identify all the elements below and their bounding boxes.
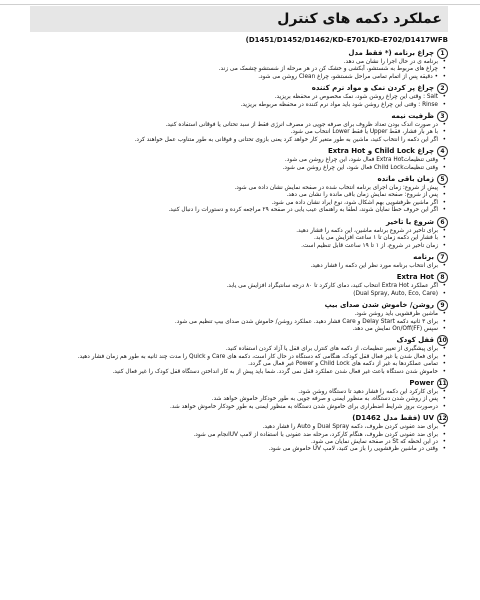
section-bullet: • اگر ماشین ظرفشویی بهم اشکال شود، نوع ایراد نشان داده می شود. xyxy=(30,200,448,207)
section xyxy=(30,272,448,298)
section-heading-text: Power xyxy=(409,378,434,387)
section-number-badge: 10 xyxy=(438,337,447,345)
section-bullet: • سپس On/Off(FF) نمایش می دهد. xyxy=(30,326,448,333)
section-bullet: • ماشین ظرفشویی باید روشن شود. xyxy=(30,311,448,318)
section-bullet: • برای ضد عفونی کردن ظروف، هنگام کارکرد، مرحله ضد عفونی با استفاده از لامپ UVانجام می شود. xyxy=(30,432,448,439)
section-heading-text: چراغ برنامه (* فقط مدل xyxy=(348,49,434,57)
section-number-badge: 5 xyxy=(437,174,448,185)
section-heading xyxy=(30,217,448,228)
section-bullet: • برنامه ی در حال اجرا را نشان می دهد. xyxy=(30,59,448,66)
top-divider xyxy=(0,4,480,5)
section xyxy=(30,335,448,376)
section-bullet: • درصورت بروز شرایط اضطراری برای خاموش شدن دستگاه به منظور ایمنی به طور خودکار خاموش خواهد شد. xyxy=(30,404,448,411)
section xyxy=(30,413,448,454)
section xyxy=(30,83,448,109)
section-number-badge: 9 xyxy=(437,300,448,311)
section-bullet: • پس از شروع: صفحه نمایش زمان باقی مانده را نشان می دهد. xyxy=(30,192,448,199)
section-number-badge: 8 xyxy=(437,272,448,283)
section-number-badge: 3 xyxy=(437,111,448,122)
section-bullet: • پیش از شروع: زمان اجرای برنامه انتخاب شده در صفحه نمایش نشان داده می شود. xyxy=(30,185,448,192)
section-heading-text: چراغ Child Lock و Extra Hot xyxy=(328,147,434,156)
section-bullet: • تمامی عملکردها به غیر از دکمه های Child Lock و Power غیر فعال می گردد. xyxy=(30,361,448,368)
section-heading xyxy=(30,83,448,94)
section-heading-text: روشن/ خاموش شدن صدای بیپ xyxy=(324,301,434,310)
section-number-badge: 1 xyxy=(437,48,448,59)
section-bullet: • Rinse : وقتی این چراغ روشن شود باید مواد نرم کننده در محفظه مربوطه بریزید. xyxy=(30,102,448,109)
section-heading-text: ظرفیت نیمه xyxy=(391,112,434,121)
section-bullet: • در صورت اندک بودن تعداد ظروف برای صرفه جویی در مصرف انرژی فقط از سبد تحتانی یا فوقانی استفاده کنید. xyxy=(30,122,448,129)
section-bullet: • Salt : وقتی این چراغ روشن شود، نمک مخصوص در محفظه بریزید. xyxy=(30,94,448,101)
section xyxy=(30,48,448,81)
section-bullet: • پس از روشن شدن دستگاه، به منظور ایمنی و صرفه جویی به طور خودکار خاموش خواهد شد. xyxy=(30,396,448,403)
section-bullet: • اگر این حروف خطا نمایان شوند، لطفا به راهنمای عیب یابی در صفحه ۲۹ مراجعه کرده و دستورات را دنبال کنید. xyxy=(30,207,448,214)
section-heading xyxy=(30,378,448,389)
section-number-badge: 12 xyxy=(438,415,447,423)
section-heading-text: UV (فقط مدل D1462) xyxy=(352,414,434,423)
section-bullet: • با فشار این دکمه زمان تا ۱ ساعت افزایش می یابد. xyxy=(30,235,448,242)
section-bullet: • برای کارکرد این دکمه را فشار دهید تا دستگاه روشن شود. xyxy=(30,389,448,396)
section-number-badge: 6 xyxy=(437,217,448,228)
section-heading xyxy=(30,335,448,346)
section-heading-text: زمان باقی مانده xyxy=(377,175,434,184)
models-line: (D1451/D1452/D1462/KD-E701/KD-E702/D1417WFB xyxy=(245,36,448,44)
section-bullet: • برای ضد عفونی کردن ظروف، دکمه Dual Spray و Auto را فشار دهید. xyxy=(30,424,448,431)
section-bullet: • • دقیقه پس از اتمام تمامی مراحل شستشو، چراغ Clean روشن می شود. xyxy=(30,74,448,81)
section-number-badge: 11 xyxy=(438,379,447,387)
section-heading xyxy=(30,300,448,311)
section-heading xyxy=(30,48,448,59)
section-bullet: • برای ۳ ثانیه دکمه Delay Start و Care فشار دهید. عملکرد روشن/ خاموش شدن صدای بیپ تنظیم می شود. xyxy=(30,319,448,326)
section xyxy=(30,174,448,215)
section-bullet: • خاموش شدن دستگاه باعث غیر فعال شدن عملکرد قفل نمی گردد. شما باید پیش از به کار انداختن دستگاه قفل کودک را غیر فعال کنید. xyxy=(30,369,448,376)
section-number-badge: 7 xyxy=(437,252,448,263)
section-bullet: • اگر این دکمه را انتخاب کنید، ماشین به طور متغیر کار خواهد کرد یعنی بازوی تحتانی و فوقانی به طور متناوب عمل خواهند کرد. xyxy=(30,137,448,144)
section-bullet: • برای پیشگیری از تغییر تنظیمات، از دکمه های کنترل برای قفل یا آزاد کردن استفاده کنید. xyxy=(30,346,448,353)
section-bullet: • وقتی در ماشین ظرفشویی را باز می کنید، لامپ UV خاموش می شود. xyxy=(30,446,448,453)
section-number-badge: 4 xyxy=(437,146,448,157)
section-bullet: • برای انتخاب برنامه مورد نظر این دکمه را فشار دهید. xyxy=(30,263,448,270)
section-bullet: • (Dual Spray, Auto, Eco, Care) xyxy=(30,291,448,298)
section-heading xyxy=(30,146,448,157)
section-number-badge: 2 xyxy=(437,83,448,94)
section xyxy=(30,252,448,270)
section-bullet: • برای تاخیر در شروع برنامه ماشین، این دکمه را فشار دهید. xyxy=(30,228,448,235)
section-bullet: • وقتی تنظیماتChild Lock فعال شود، این چراغ روشن می شود. xyxy=(30,165,448,172)
section-heading xyxy=(30,272,448,283)
document-body xyxy=(30,34,448,600)
section-heading xyxy=(30,413,448,424)
section-bullet: • اگر عملکرد Extra Hot انتخاب کنید، دمای کارکرد تا ۸۰ درجه سانتیگراد افزایش می یابد. xyxy=(30,283,448,290)
section xyxy=(30,378,448,411)
section-heading-text: برنامه xyxy=(413,252,434,261)
section-bullet: • در این لحظه که St در صفحه نمایش نمایان می شود. xyxy=(30,439,448,446)
sections-container xyxy=(30,48,448,454)
section-heading xyxy=(30,111,448,122)
section-heading-text: قفل کودک xyxy=(396,336,434,345)
section-bullet: • زمان تاخیر در شروع، از ۱ تا ۱۹ ساعت قابل تنظیم است. xyxy=(30,243,448,250)
section-bullet: • برای فعال شدن یا غیر فعال قفل کودک، هنگامی که دستگاه در حال کار است، دکمه های Care و Quick را مدت چند ثانیه به طور هم زمان فشار دهید. xyxy=(30,354,448,361)
section xyxy=(30,217,448,250)
section-heading xyxy=(30,252,448,263)
section-heading xyxy=(30,174,448,185)
section xyxy=(30,300,448,333)
section-bullet: • با هر بار فشار، فقط Upper یا فقط Lower انتخاب می شود. xyxy=(30,129,448,136)
section-bullet: • چراغ های مربوط به شستشو، آبکشی و خشک کن در هر مرحله از شستشو چشمک می زند. xyxy=(30,66,448,73)
section-heading-text: شروع با تاخیر xyxy=(385,217,434,226)
section-heading-text: چراغ پر کردن نمک و مواد نرم کننده xyxy=(311,84,434,93)
section-heading-text: Extra Hot xyxy=(396,273,434,282)
section xyxy=(30,146,448,172)
page-title: عملکرد دکمه های کنترل xyxy=(30,6,448,32)
section xyxy=(30,111,448,144)
section-bullet: • وقتی تنظیماتExtra Hot فعال شود، این چراغ روشن می شود. xyxy=(30,157,448,164)
